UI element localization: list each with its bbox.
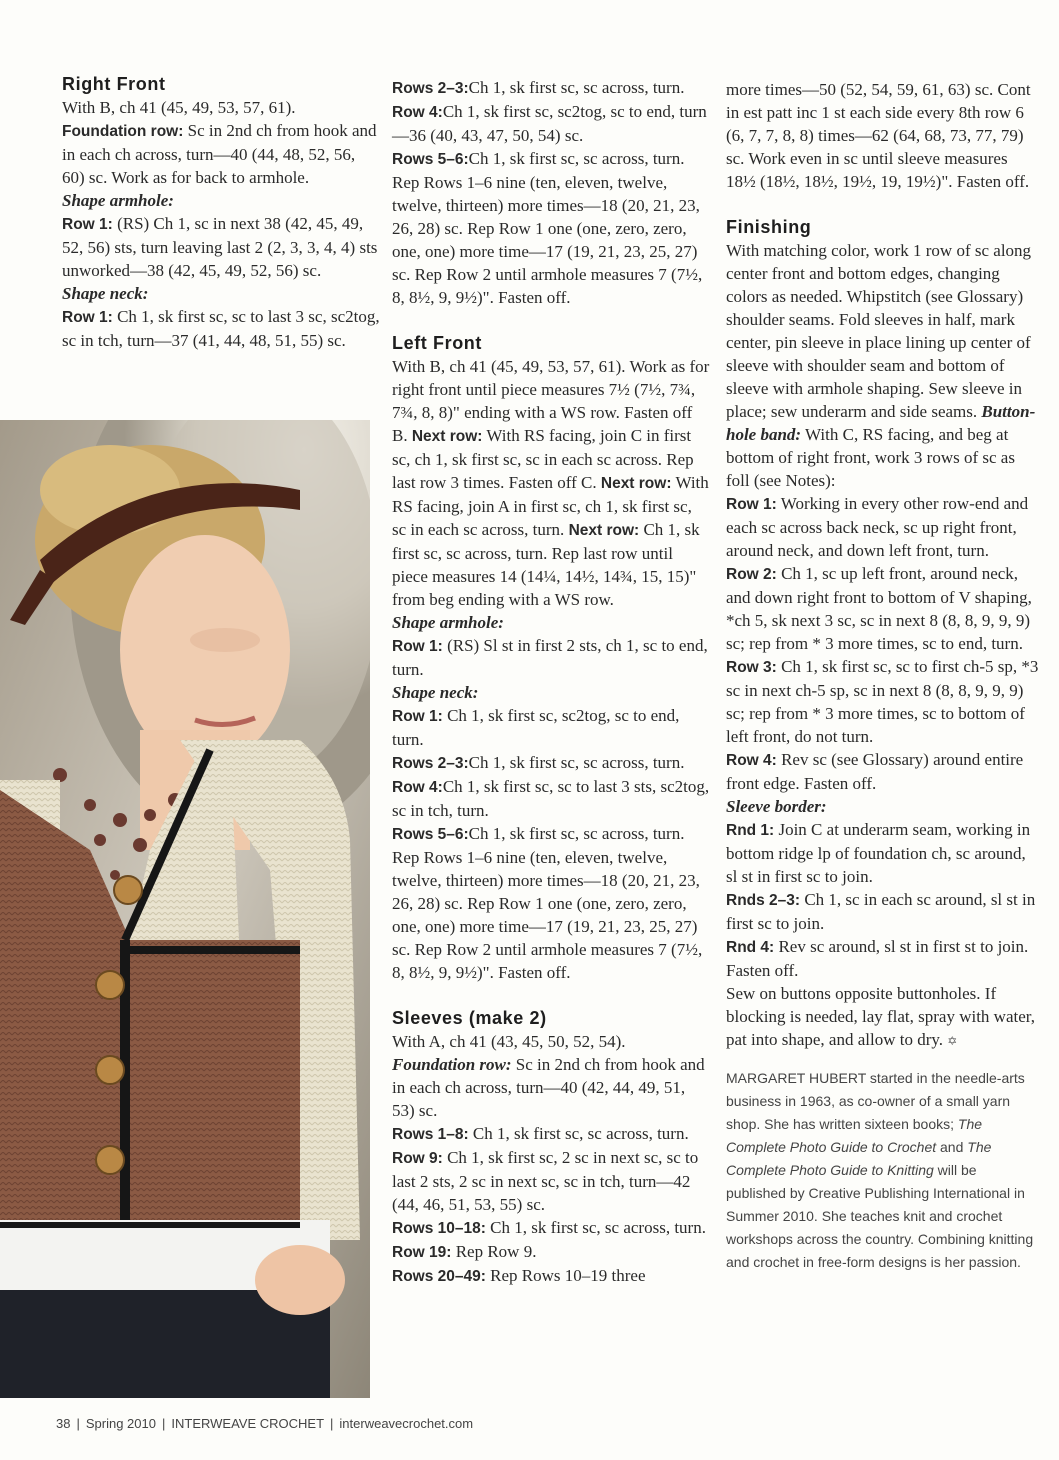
section-heading-right-front: Right Front bbox=[62, 74, 166, 94]
row-label: Next row: bbox=[568, 522, 640, 539]
text: Ch 1, sk first sc, sc across, turn. Rep last row until piece measures 14 (14¼, 14½, 14¾, 15, 15)" from beg ending with a WS row. bbox=[392, 520, 700, 609]
text: Rev sc (see Glossary) around entire front edge. Fasten off. bbox=[726, 750, 1024, 793]
row-label: Row 4: bbox=[392, 779, 443, 796]
row-label: Row 9: bbox=[392, 1150, 443, 1167]
column-1 bbox=[62, 72, 382, 352]
page-footer bbox=[56, 1416, 473, 1431]
paragraph bbox=[726, 239, 1040, 492]
issue: Spring 2010 bbox=[85, 1416, 156, 1431]
text: With RS facing, join A in first sc, ch 1, sk first sc, sc in each sc across, turn. bbox=[392, 473, 709, 539]
text: Sew on buttons opposite buttonholes. If blocking is needed, lay flat, spray with water, pat into shape, and allow to dry. bbox=[726, 984, 1036, 1049]
paragraph bbox=[392, 76, 710, 147]
paragraph bbox=[392, 822, 710, 984]
separator: | bbox=[161, 1416, 166, 1431]
subheading-shape-neck: Shape neck: bbox=[62, 284, 149, 303]
text: (RS) Ch 1, sc in next 38 (42, 45, 49, 52, 56) sts, turn leaving last 2 (2, 3, 3, 4, 4) sts unworked—38 (42, 45, 49, 52, 56) sc. bbox=[62, 214, 378, 280]
row-label: Row 2: bbox=[726, 566, 777, 583]
section-heading-sleeves: Sleeves (make 2) bbox=[392, 1008, 547, 1028]
text: Rep Rows 10–19 three bbox=[490, 1266, 646, 1285]
end-mark-icon: ✡ bbox=[947, 1034, 958, 1048]
paragraph bbox=[726, 935, 1040, 982]
section-heading-left-front: Left Front bbox=[392, 333, 482, 353]
row-label: Row 4: bbox=[726, 752, 777, 769]
paragraph: more times—50 (52, 54, 59, 61, 63) sc. Cont in est patt inc 1 st each side every 8th row 6 (6, 7, 7, 8, 8) times—62 (64, 68, 73, 77, 79) sc. Work even in sc until sleeve measures 18½ (18½, 18½, 19½, 19, 19½)". Fasten off. bbox=[726, 80, 1031, 191]
text: Ch 1, sk first sc, sc across, turn. Rep Rows 1–6 nine (ten, eleven, twelve, twelve, thirteen) more times—18 (20, 21, 23, 26, 28) sc. Rep Row 1 one (one, zero, zero, one, one) more time—17 (19, 21, 23, 25, 27) sc. Rep Row 2 until armhole measures 7 (7½, 8, 8½, 9, 9½)". Fasten off. bbox=[392, 824, 703, 982]
page-number: 38 bbox=[56, 1416, 71, 1431]
website-link[interactable]: interweavecrochet.com bbox=[339, 1416, 474, 1431]
text: Working in every other row-end and each sc across back neck, sc up right front, around neck, and down left front, turn. bbox=[726, 494, 1029, 560]
row-label: Row 1: bbox=[392, 708, 443, 725]
text: Ch 1, sk first sc, sc to last 3 sc, sc2tog, sc in tch, turn—37 (41, 44, 48, 51, 55) sc. bbox=[62, 307, 380, 350]
text: Ch 1, sk first sc, sc across, turn. Rep Rows 1–6 nine (ten, eleven, twelve, twelve, thirteen) more times—18 (20, 21, 23, 26, 28) sc. Rep Row 1 one (one, zero, zero, one, one) more time—17 (19, 21, 23, 25, 27) sc. Rep Row 2 until armhole measures 7 (7½, 8, 8½, 9, 9½)". Fasten off. bbox=[392, 149, 703, 307]
row-label: Rows 2–3: bbox=[392, 755, 469, 772]
row-label: Row 1: bbox=[62, 309, 113, 326]
text: Ch 1, sk first sc, sc across, turn. bbox=[468, 78, 685, 97]
magazine-name: INTERWEAVE CROCHET bbox=[171, 1416, 325, 1431]
text: Ch 1, sk first sc, sc across, turn. bbox=[468, 753, 685, 772]
text: With matching color, work 1 row of sc along center front and bottom edges, changing colors as needed. Whipstitch (see Glossary) shoulder seams. Fold sleeves in half, mark center, pin sleeve in place lining up center of sleeve with shoulder seam and bottom of sleeve with armhole shaping. Sew sleeve in place; sew underarm and side seams. bbox=[726, 241, 1032, 421]
paragraph bbox=[392, 704, 710, 751]
paragraph bbox=[392, 1264, 710, 1288]
text: With A, ch 41 (43, 45, 50, 52, 54). bbox=[392, 1032, 626, 1051]
row-label: Row 4: bbox=[392, 104, 443, 121]
text: Sc in 2nd ch from hook and in each ch across, turn—40 (42, 44, 49, 51, 53) sc. bbox=[392, 1055, 705, 1120]
row-label: Rows 2–3: bbox=[392, 80, 469, 97]
row-label: Row 1: bbox=[392, 638, 443, 655]
text: will be published by Creative Publishing International in Summer 2010. She teaches knit and crochet workshops across the country. Combining knitting and crochet in free-form designs is her passion. bbox=[726, 1162, 1034, 1270]
paragraph bbox=[62, 96, 382, 189]
row-label: Row 3: bbox=[726, 659, 777, 676]
text: With B, ch 41 (45, 49, 53, 57, 61). Work as for right front until piece measures 7½ (7½, 7¾, 7¾, 8, 8)" ending with a WS row. Fasten off B. bbox=[392, 357, 710, 445]
paragraph bbox=[726, 748, 1040, 795]
row-label: Rnds 2–3: bbox=[726, 892, 801, 909]
text: Ch 1, sk first sc, 2 sc in next sc, sc to last 2 sts, 2 sc in next sc, sc in tch, turn—42 (44, 46, 51, 53, 55) sc. bbox=[392, 1148, 699, 1214]
model-photo bbox=[0, 420, 370, 1398]
row-label: Row 1: bbox=[726, 496, 777, 513]
paragraph bbox=[62, 212, 382, 282]
column-3 bbox=[726, 78, 1040, 1274]
row-label: Rows 10–18: bbox=[392, 1220, 486, 1237]
paragraph bbox=[392, 147, 710, 309]
row-label: Row 19: bbox=[392, 1244, 452, 1261]
row-label: Rows 5–6: bbox=[392, 151, 469, 168]
subheading-shape-neck: Shape neck: bbox=[392, 683, 479, 702]
row-label: Rnd 4: bbox=[726, 939, 775, 956]
text: and bbox=[936, 1139, 968, 1155]
text: With C, RS facing, and beg at bottom of right front, work 3 rows of sc as foll (see Notes): bbox=[726, 425, 1015, 490]
row-label: Row 1: bbox=[62, 216, 113, 233]
section-heading-finishing: Finishing bbox=[726, 217, 812, 237]
author-name: MARGARET HUBERT bbox=[726, 1070, 867, 1086]
paragraph bbox=[392, 1030, 710, 1122]
text: Sc in 2nd ch from hook and in each ch across, turn—40 (44, 48, 52, 56, 60) sc. Work as for back to armhole. bbox=[62, 121, 377, 187]
paragraph bbox=[62, 305, 382, 352]
text: Ch 1, sk first sc, sc to last 3 sts, sc2tog, sc in tch, turn. bbox=[392, 777, 710, 820]
author-bio bbox=[726, 1067, 1040, 1274]
row-label: Rows 1–8: bbox=[392, 1126, 469, 1143]
text: Join C at underarm seam, working in bottom ridge lp of foundation ch, sc around, sl st in first sc to join. bbox=[726, 820, 1031, 886]
subheading-sleeve-border: Sleeve border: bbox=[726, 797, 827, 816]
book-title: The Complete Photo Guide to Crochet bbox=[726, 1116, 983, 1155]
row-label: Rows 20–49: bbox=[392, 1268, 486, 1285]
text: Rev sc around, sl st in first st to join. Fasten off. bbox=[726, 937, 1029, 980]
text: Ch 1, sk first sc, sc2tog, sc to end, turn. bbox=[392, 706, 680, 749]
paragraph bbox=[392, 751, 710, 822]
text: Ch 1, sk first sc, sc across, turn. bbox=[472, 1124, 689, 1143]
paragraph bbox=[392, 1146, 710, 1216]
subheading-shape-armhole: Shape armhole: bbox=[62, 191, 174, 210]
separator: | bbox=[330, 1416, 334, 1431]
text: started in the needle-arts business in 1963, as co-owner of a small yarn shop. She has written sixteen books; bbox=[726, 1070, 1025, 1132]
paragraph bbox=[726, 655, 1040, 748]
paragraph bbox=[392, 1122, 710, 1146]
paragraph bbox=[726, 888, 1040, 935]
paragraph bbox=[392, 1216, 710, 1240]
text: Rep Row 9. bbox=[455, 1242, 537, 1261]
paragraph bbox=[392, 1240, 710, 1264]
paragraph bbox=[392, 634, 710, 681]
text: With B, ch 41 (45, 49, 53, 57, 61). bbox=[62, 98, 296, 117]
paragraph bbox=[726, 818, 1040, 888]
text: Ch 1, sk first sc, sc to first ch-5 sp, *3 sc in next ch-5 sp, sc in next 8 (8, 8, 9, 9, 9) sc; rep from * 3 more times, sc to bottom of left front, do not turn. bbox=[726, 657, 1039, 746]
text: (RS) Sl st in first 2 sts, ch 1, sc to end, turn. bbox=[392, 636, 708, 679]
text: Ch 1, sk first sc, sc across, turn. bbox=[490, 1218, 706, 1237]
row-label: Next row: bbox=[600, 475, 672, 492]
row-label: Next row: bbox=[411, 428, 483, 445]
paragraph bbox=[726, 982, 1040, 1053]
text: Ch 1, sc up left front, around neck, and down right front to bottom of V shaping, *ch 5, sk next 3 sc, sc in next 8 (8, 8, 9, 9, 9) sc; rep from * 3 more times, sc to end, turn. bbox=[726, 564, 1032, 653]
paragraph bbox=[726, 492, 1040, 562]
text: With RS facing, join C in first sc, ch 1, sk first sc, sc in each sc across. Rep last row 3 times. Fasten off C. bbox=[392, 426, 694, 492]
text: Ch 1, sk first sc, sc2tog, sc to end, turn—36 (40, 43, 47, 50, 54) sc. bbox=[392, 102, 707, 145]
row-label: Rows 5–6: bbox=[392, 826, 469, 843]
text: Ch 1, sc in each sc around, sl st in first sc to join. bbox=[726, 890, 1036, 933]
book-title: The Complete Photo Guide to Knitting bbox=[726, 1139, 992, 1178]
row-label: Foundation row: bbox=[62, 123, 184, 140]
row-label: Rnd 1: bbox=[726, 822, 775, 839]
row-label: Foundation row: bbox=[392, 1055, 512, 1074]
row-label: Buttonhole band: bbox=[726, 402, 1036, 444]
subheading-shape-armhole: Shape armhole: bbox=[392, 613, 504, 632]
paragraph bbox=[392, 355, 710, 611]
separator: | bbox=[76, 1416, 80, 1431]
column-2 bbox=[392, 76, 710, 1288]
paragraph bbox=[726, 562, 1040, 655]
